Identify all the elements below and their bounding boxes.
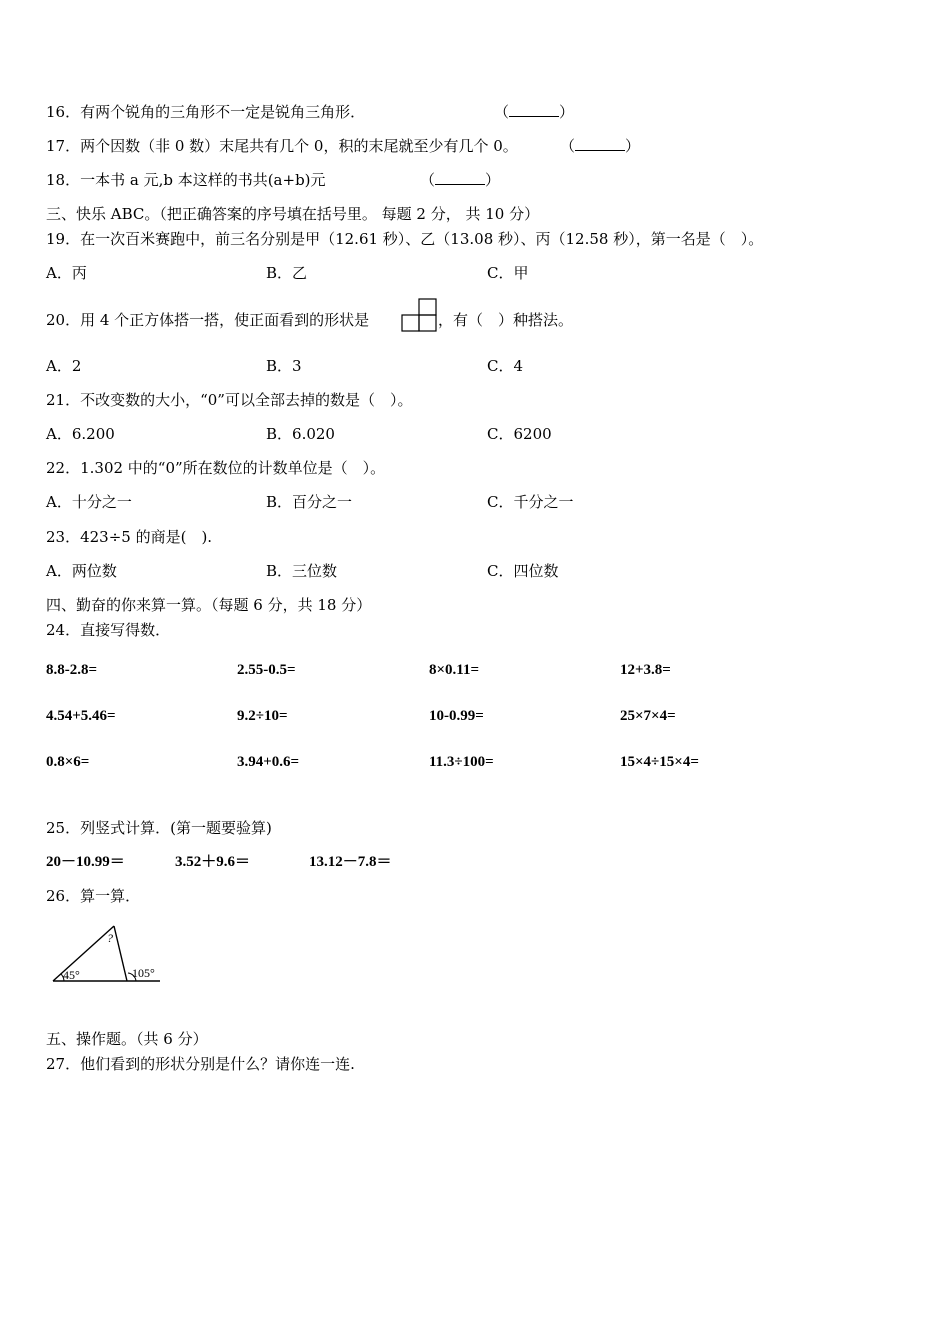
q23-option-b[interactable]: B．三位数	[266, 562, 338, 580]
paren-open: （	[494, 103, 510, 121]
q23-option-c[interactable]: C．四位数	[487, 562, 559, 580]
cube-front-view-icon	[400, 298, 438, 332]
paren-close: ）	[559, 103, 575, 121]
q21-option-a[interactable]: A．6.200	[46, 425, 115, 443]
q19-option-a[interactable]: A．丙	[46, 264, 87, 282]
question-22: 22．1.302 中的“0”所在数位的计数单位是（ ）。	[46, 459, 386, 477]
question-16	[46, 102, 365, 122]
blank-line	[509, 102, 559, 117]
calc-item: 25×7×4=	[620, 708, 676, 724]
question-27: 27．他们看到的形状分别是什么？请你连一连.	[46, 1055, 355, 1073]
question-26: 26．算一算．	[46, 887, 141, 905]
paren-close: ）	[625, 137, 641, 155]
calc-item: 2.55-0.5=	[237, 662, 296, 678]
question-16-text: 16．有两个锐角的三角形不一定是锐角三角形．	[46, 103, 366, 121]
blank-line	[435, 170, 485, 185]
question-25: 25．列竖式计算．(第一题要验算)	[46, 819, 272, 837]
calc-item: 4.54+5.46=	[46, 708, 116, 724]
q19-option-b[interactable]: B．乙	[266, 264, 308, 282]
q19-option-c[interactable]: C．甲	[487, 264, 529, 282]
vertical-calc-item: 3.52＋9.6＝	[175, 854, 251, 870]
answer-blank-16[interactable]	[494, 102, 574, 122]
q20-option-b[interactable]: B．3	[266, 357, 302, 375]
question-21: 21．不改变数的大小，“0”可以全部去掉的数是（ ）。	[46, 391, 413, 409]
q22-option-b[interactable]: B．百分之一	[266, 493, 353, 511]
triangle-figure	[50, 920, 170, 986]
calc-item: 15×4÷15×4=	[620, 754, 699, 770]
q23-option-a[interactable]: A．两位数	[46, 562, 117, 580]
vertical-calc-item: 20－10.99＝	[46, 854, 125, 870]
answer-blank-18[interactable]	[420, 170, 500, 190]
paren-open: （	[560, 137, 576, 155]
question-24: 24．直接写得数．	[46, 621, 171, 639]
blank-line	[575, 136, 625, 151]
question-17	[46, 136, 518, 156]
answer-blank-17[interactable]	[560, 136, 640, 156]
q20-option-c[interactable]: C．4	[487, 357, 524, 375]
calc-item: 8×0.11=	[429, 662, 480, 678]
q20-option-a[interactable]: A．2	[46, 357, 82, 375]
question-18	[46, 170, 326, 190]
q21-option-c[interactable]: C．6200	[487, 425, 552, 443]
angle-45-label: 45°	[63, 968, 80, 982]
calc-item: 9.2÷10=	[237, 708, 288, 724]
question-19: 19．在一次百米赛跑中，前三名分别是甲（12.61 秒）、乙（13.08 秒）、丙（12.58 秒），第一名是（ ）。	[46, 230, 764, 248]
paren-open: （	[420, 171, 436, 189]
section-5-title: 五、操作题。（共 6 分）	[46, 1030, 208, 1048]
calc-item: 11.3÷100=	[429, 754, 494, 770]
calc-item: 3.94+0.6=	[237, 754, 300, 770]
section-3-title: 三、快乐 ABC。（把正确答案的序号填在括号里。 每题 2 分， 共 10 分）	[46, 205, 540, 223]
vertical-calc-item: 13.12－7.8＝	[309, 854, 392, 870]
angle-unknown-label: ?	[107, 931, 113, 945]
section-4-title: 四、勤奋的你来算一算。（每题 6 分，共 18 分）	[46, 596, 372, 614]
q22-option-c[interactable]: C．千分之一	[487, 493, 574, 511]
question-18-text: 18．一本书 a 元,b 本这样的书共(a+b)元	[46, 171, 326, 189]
calc-item: 10-0.99=	[429, 708, 484, 724]
q22-option-a[interactable]: A．十分之一	[46, 493, 132, 511]
question-17-text: 17．两个因数（非 0 数）末尾共有几个 0，积的末尾就至少有几个 0。	[46, 137, 518, 155]
paren-close: ）	[485, 171, 501, 189]
question-20-text-before: 20．用 4 个正方体搭一搭，使正面看到的形状是	[46, 311, 370, 329]
calc-item: 0.8×6=	[46, 754, 90, 770]
angle-105-label: 105°	[132, 966, 155, 980]
calc-item: 12+3.8=	[620, 662, 671, 678]
question-20	[46, 310, 369, 330]
question-20-text-after: ，有（ ）种搭法。	[438, 311, 574, 329]
calc-item: 8.8-2.8=	[46, 662, 98, 678]
q21-option-b[interactable]: B．6.020	[266, 425, 335, 443]
question-23: 23．423÷5 的商是( ).	[46, 528, 213, 546]
